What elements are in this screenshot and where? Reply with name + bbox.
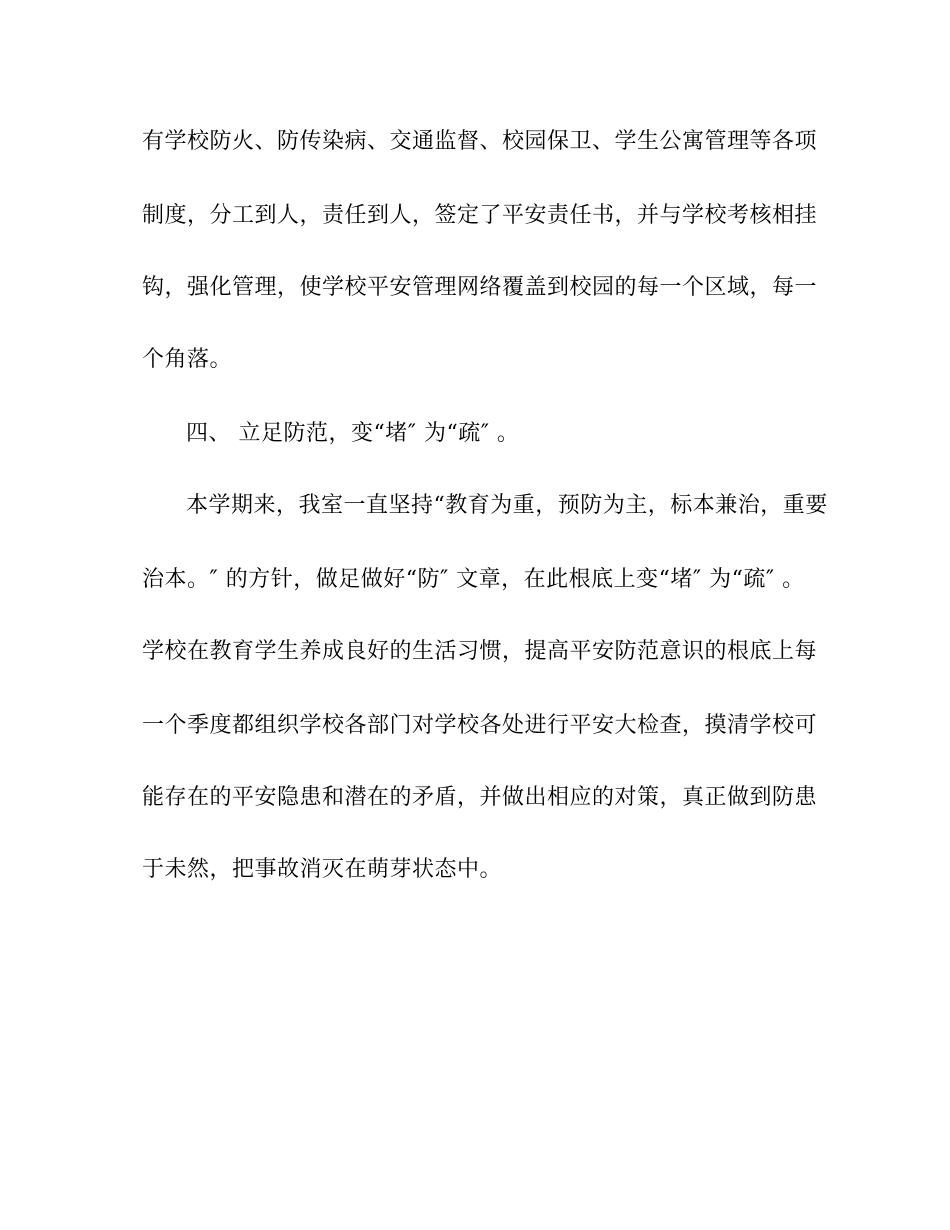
paragraph-1-line-4: 个角落。 (142, 347, 233, 372)
paragraph-2-line-4: 一个季度都组织学校各部门对学校各处进行平安大检查，摸清学校可 (142, 713, 818, 738)
paragraph-2-line-3: 学校在教育学生养成良好的生活习惯，提高平安防范意识的根底上每 (142, 639, 818, 664)
paragraph-2-line-1: 本学期来，我室一直坚持“教育为重，预防为主，标本兼治，重要 (186, 493, 828, 518)
paragraph-2-line-6: 于未然，把事故消灭在萌芽状态中。 (142, 857, 503, 882)
section-heading-4: 四、 立足防范，变“堵″ 为“疏″ 。 (186, 421, 520, 446)
paragraph-2-line-2: 治本。″ 的方针，做足做好“防″ 文章，在此根底上变“堵″ 为“疏″ 。 (142, 567, 805, 592)
paragraph-1-line-2: 制度，分工到人，责任到人，签定了平安责任书，并与学校考核相挂 (142, 203, 818, 228)
paragraph-1-line-3: 钩，强化管理，使学校平安管理网络覆盖到校园的每一个区域，每一 (142, 275, 818, 300)
paragraph-2-line-5: 能存在的平安隐患和潜在的矛盾，并做出相应的对策，真正做到防患 (142, 785, 818, 810)
paragraph-1-line-1: 有学校防火、防传染病、交通监督、校园保卫、学生公寓管理等各项 (142, 129, 818, 154)
